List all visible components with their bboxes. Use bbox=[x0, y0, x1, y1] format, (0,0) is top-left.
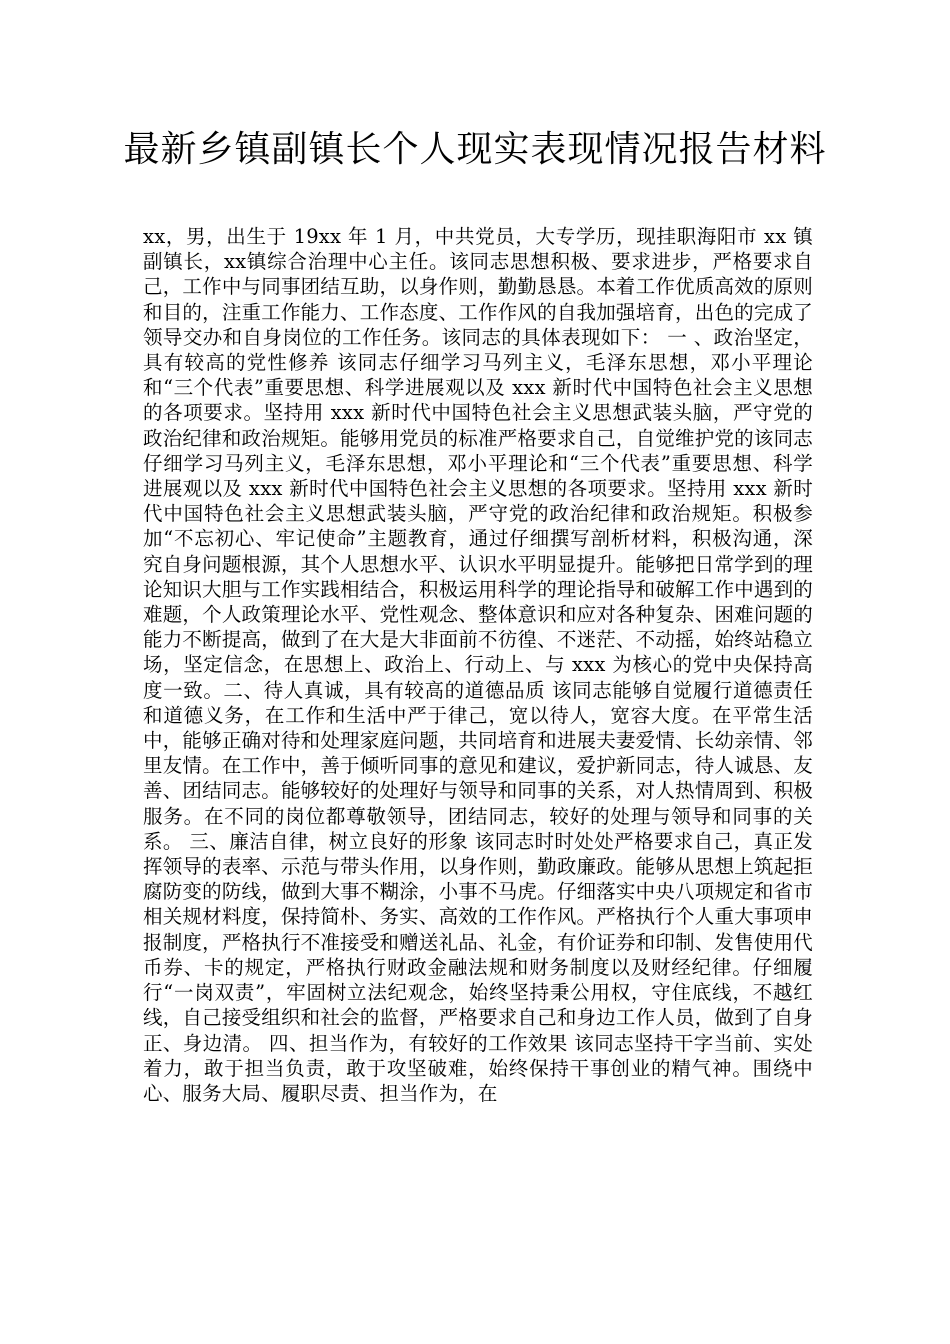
document-title: 最新乡镇副镇长个人现实表现情况报告材料 bbox=[123, 129, 827, 170]
document-body-text: xx，男，出生于 19xx 年 1 月，中共党员，大专学历，现挂职海阳市 xx 镇副镇长，xx镇综合治理中心主任。该同志思想积极、要求进步，严格要求自己，工作中与同事团结互助，以身作则，勤勤恳恳。本着工作优质高效的原则和目的，注重工作能力、工作态度、工作作风的自我加强培育，出色的完成了领导交办和自身岗位的工作任务。该同志的具体表现如下： 一 、政治坚定，具有较高的党性修养 该同志仔细学习马列主义，毛泽东思想，邓小平理论和“三个代表”重要思想、科学进展观以及 xxx 新时代中国特色社会主义思想的各项要求。坚持用 xxx 新时代中国特色社会主义思想武装头脑，严守党的政治纪律和政治规矩。能够用党员的标准严格要求自己，自觉维护党的该同志仔细学习马列主义，毛泽东思想，邓小平理论和“三个代表”重要思想、科学进展观以及 xxx 新时代中国特色社会主义思想的各项要求。坚持用 xxx 新时代中国特色社会主义思想武装头脑，严守党的政治纪律和政治规矩。积极参加“不忘初心、牢记使命”主题教育，通过仔细撰写剖析材料，积极沟通，深究自身问题根源，其个人思想水平、认识水平明显提升。能够把日常学到的理论知识大胆与工作实践相结合，积极运用科学的理论指导和破解工作中遇到的难题，个人政策理论水平、党性观念、整体意识和应对各种复杂、困难问题的能力不断提高，做到了在大是大非面前不彷徨、不迷茫、不动摇，始终站稳立场，坚定信念，在思想上、政治上、行动上、与 xxx 为核心的党中央保持高度一致。二、待人真诚，具有较高的道德品质 该同志能够自觉履行道德责任和道德义务，在工作和生活中严于律己，宽以待人，宽容大度。在平常生活中，能够正确对待和处理家庭问题，共同培育和进展夫妻爱情、长幼亲情、邻里友情。在工作中，善于倾听同事的意见和建议，爱护新同志，待人诚恳、友善、团结同志。能够较好的处理好与领导和同事的关系，对人热情周到、积极服务。在不同的岗位都尊敬领导，团结同志，较好的处理与领导和同事的关系。 三、廉洁自律，树立良好的形象 该同志时时处处严格要求自己，真正发挥领导的表率、示范与带头作用，以身作则，勤政廉政。能够从思想上筑起拒腐防变的防线，做到大事不糊涂，小事不马虎。仔细落实中央八项规定和省市相关规材料度，保持简朴、务实、高效的工作作风。严格执行个人重大事项申报制度，严格执行不准接受和赠送礼品、礼金，有价证券和印制、发售使用代币券、卡的规定，严格执行财政金融法规和财务制度以及财经纪律。仔细履行“一岗双责”，牢固树立法纪观念，始终坚持秉公用权，守住底线，不越红线，自己接受组织和社会的监督，严格要求自己和身边工作人员，做到了自身正、身边清。 四、担当作为，有较好的工作效果 该同志坚持干字当前、实处着力，敢于担当负责，敢于攻坚破难，始终保持干事创业的精气神。围绕中心、服务大局、履职尽责、担当作为，在 bbox=[143, 225, 813, 1105]
